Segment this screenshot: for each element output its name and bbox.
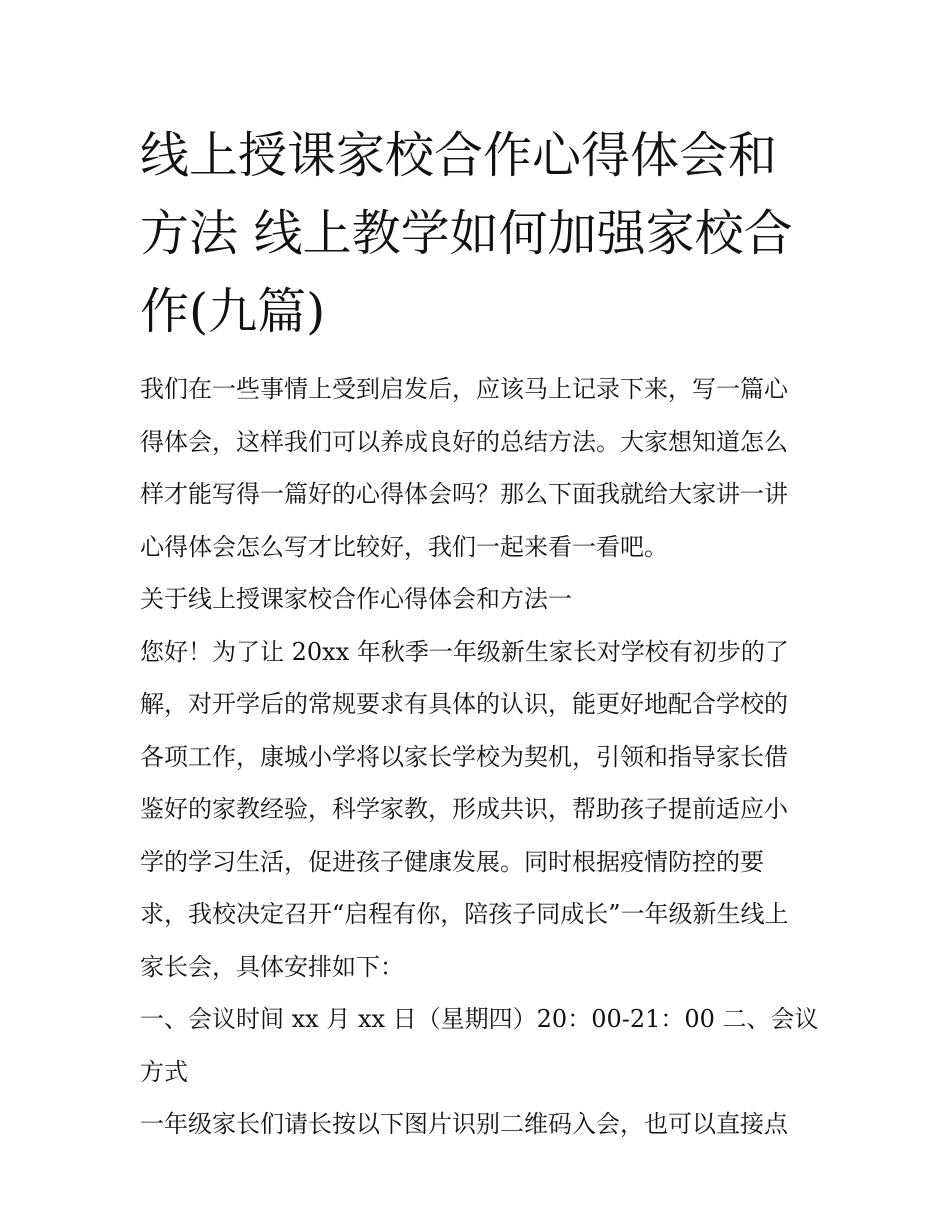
letter-paragraph-line: 您好！为了让 20xx 年秋季一年级新生家长对学校有初步的了 [140, 637, 789, 666]
letter-paragraph-line: 求，我校决定召开“启程有你，陪孩子同成长”一年级新生线上 [140, 900, 789, 928]
letter-paragraph-line: 解，对开学后的常规要求有具体的认识，能更好地配合学校的 [140, 690, 788, 718]
letter-paragraph-line: 学的学习生活，促进孩子健康发展。同时根据疫情防控的要 [140, 847, 764, 876]
letter-paragraph-line: 鉴好的家教经验，科学家教，形成共识，帮助孩子提前适应小 [140, 795, 788, 823]
meeting-method-line: 方式 [140, 1057, 188, 1086]
instruction-line: 一年级家长们请长按以下图片识别二维码入会，也可以直接点 [140, 1110, 788, 1138]
document-body [140, 363, 819, 1151]
intro-paragraph-line: 我们在一些事情上受到启发后，应该马上记录下来，写一篇心 [140, 375, 788, 403]
title-line: 线上授课家校合作心得体会和 [140, 127, 778, 184]
section-heading: 关于线上授课家校合作心得体会和方法一 [140, 585, 572, 613]
intro-paragraph-line: 心得体会怎么写才比较好，我们一起来看一看吧。 [140, 532, 668, 561]
title-line: 方法 线上教学如何加强家校合 [140, 205, 793, 262]
meeting-time-line: 一、会议时间 xx 月 xx 日（星期四）20：00-21：00 二、会议 [140, 1005, 819, 1033]
intro-paragraph-line: 样才能写得一篇好的心得体会吗？那么下面我就给大家讲一讲 [140, 480, 788, 508]
title-line: 作(九篇) [140, 283, 326, 340]
letter-paragraph-line: 各项工作，康城小学将以家长学校为契机，引领和指导家长借 [140, 742, 788, 771]
intro-paragraph-line: 得体会，这样我们可以养成良好的总结方法。大家想知道怎么 [140, 427, 788, 456]
document-title [140, 117, 816, 351]
document-page [140, 117, 819, 1151]
letter-paragraph-line: 家长会，具体安排如下： [140, 952, 404, 981]
